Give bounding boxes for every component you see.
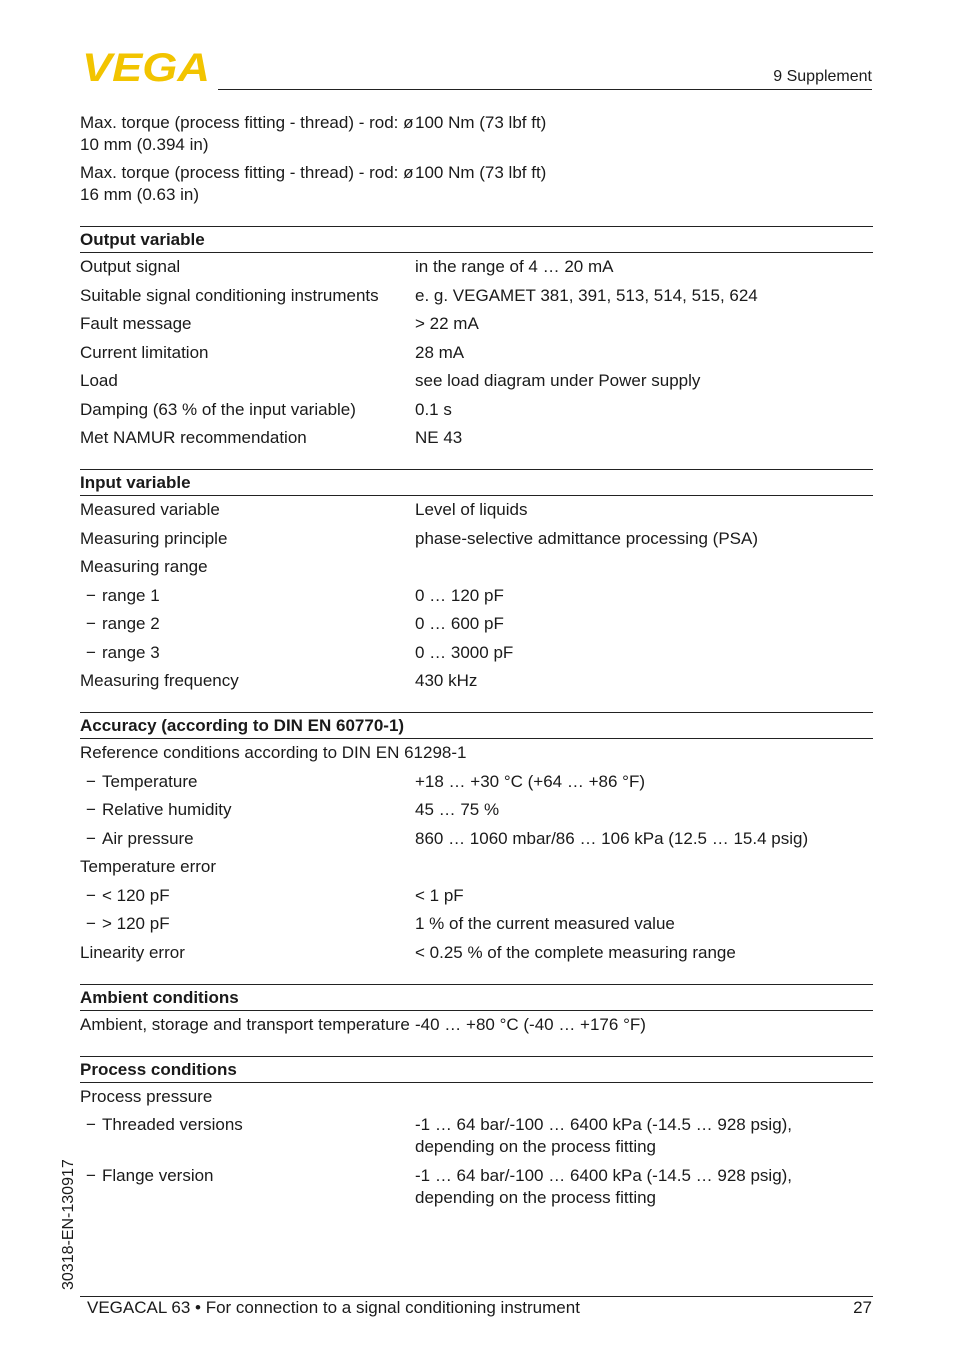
logo-text: VEGA — [82, 50, 210, 84]
spec-label: Suitable signal conditioning instruments — [80, 285, 379, 305]
spec-label: Process pressure — [80, 1086, 213, 1106]
spec-value: 860 … 1060 mbar/86 … 106 kPa (12.5 … 15.4 psig) — [415, 828, 809, 848]
spec-value: 0 … 600 pF — [415, 614, 504, 633]
footer-title: VEGACAL 63 • For connection to a signal conditioning instrument — [87, 1298, 580, 1317]
spec-value: -1 … 64 bar/-100 … 6400 kPa (-14.5 … 928 psig), depending on the process fitting — [415, 1115, 793, 1156]
spec-value: < 0.25 % of the complete measuring range — [415, 942, 736, 962]
spec-value: in the range of 4 … 20 mA — [415, 257, 614, 276]
spec-content — [80, 112, 873, 1215]
spec-label: − Threaded versions — [80, 1114, 415, 1158]
spec-label: Ambient, storage and transport temperature — [80, 1014, 410, 1034]
spec-label: − > 120 pF — [80, 913, 415, 935]
spec-value: < 1 pF — [415, 885, 464, 905]
section-output — [80, 226, 873, 449]
spec-label: − range 2 — [80, 613, 415, 635]
spec-value: 430 kHz — [415, 671, 478, 690]
spec-label: Temperature error — [80, 857, 217, 876]
spec-value — [415, 1086, 873, 1108]
section-title: Ambient conditions — [80, 984, 873, 1011]
spec-label: − Flange version — [80, 1165, 415, 1209]
section-ambient — [80, 984, 873, 1036]
section-title: Accuracy (according to DIN EN 60770-1) — [80, 712, 873, 739]
spec-value: 100 Nm (73 lbf ft) — [415, 163, 547, 182]
spec-value — [415, 856, 873, 878]
spec-row — [80, 162, 873, 206]
spec-label: − range 1 — [80, 585, 415, 607]
spec-value — [415, 556, 873, 578]
spec-label: Max. torque (process fitting - thread) - rod: ø 10 mm (0.394 in) — [80, 113, 414, 154]
section-process — [80, 1056, 873, 1209]
spec-label: Current limitation — [80, 342, 209, 362]
document-number: 30318-EN-130917 — [60, 1159, 77, 1290]
section-input — [80, 469, 873, 692]
spec-label: − Temperature — [80, 771, 415, 793]
spec-value: 100 Nm (73 lbf ft) — [415, 113, 547, 132]
section-title: Input variable — [80, 469, 873, 496]
spec-label: Measuring range — [80, 557, 208, 576]
section-label: 9 Supplement — [773, 68, 872, 85]
spec-label: Fault message — [80, 314, 192, 333]
spec-label: − < 120 pF — [80, 885, 415, 907]
spec-value: phase-selective admittance processing (PSA) — [415, 528, 758, 548]
page-number: 27 — [853, 1298, 872, 1317]
spec-value: -1 … 64 bar/-100 … 6400 kPa (-14.5 … 928 psig), depending on the process fitting — [415, 1165, 793, 1207]
spec-row — [80, 112, 873, 156]
spec-value: -40 … +80 °C (-40 … +176 °F) — [415, 1014, 646, 1034]
spec-label: Max. torque (process fitting - thread) - rod: ø 16 mm (0.63 in) — [80, 163, 414, 204]
spec-label: Linearity error — [80, 942, 185, 962]
spec-label: Load — [80, 371, 118, 390]
spec-value: see load diagram under Power supply — [415, 371, 701, 390]
spec-value: 1 % of the current measured value — [415, 914, 675, 933]
spec-label: Reference conditions according to DIN EN 61298-1 — [80, 743, 467, 762]
spec-value: 28 mA — [415, 342, 465, 362]
section-title: Process conditions — [80, 1056, 873, 1083]
spec-label: Measuring frequency — [80, 671, 239, 690]
spec-value: NE 43 — [415, 428, 463, 447]
header-divider — [218, 89, 872, 90]
spec-label: Met NAMUR recommendation — [80, 428, 307, 447]
spec-value: 0 … 120 pF — [415, 585, 504, 605]
spec-value: Level of liquids — [415, 500, 528, 519]
footer-divider — [80, 1296, 873, 1297]
spec-value: 45 … 75 % — [415, 800, 500, 819]
spec-label: − range 3 — [80, 642, 415, 664]
spec-label: Measured variable — [80, 500, 220, 519]
spec-label: Output signal — [80, 257, 181, 276]
spec-value: 0.1 s — [415, 399, 452, 419]
section-title: Output variable — [80, 226, 873, 253]
spec-value: > 22 mA — [415, 314, 479, 333]
vega-logo — [82, 50, 212, 84]
spec-value: e. g. VEGAMET 381, 391, 513, 514, 515, 624 — [415, 285, 758, 305]
section-accuracy — [80, 712, 873, 964]
spec-label: − Air pressure — [80, 828, 415, 850]
spec-value: +18 … +30 °C (+64 … +86 °F) — [415, 771, 645, 791]
spec-label: Damping (63 % of the input variable) — [80, 399, 356, 419]
spec-value: 0 … 3000 pF — [415, 642, 514, 662]
spec-label: Measuring principle — [80, 528, 228, 548]
spec-label: − Relative humidity — [80, 799, 415, 821]
